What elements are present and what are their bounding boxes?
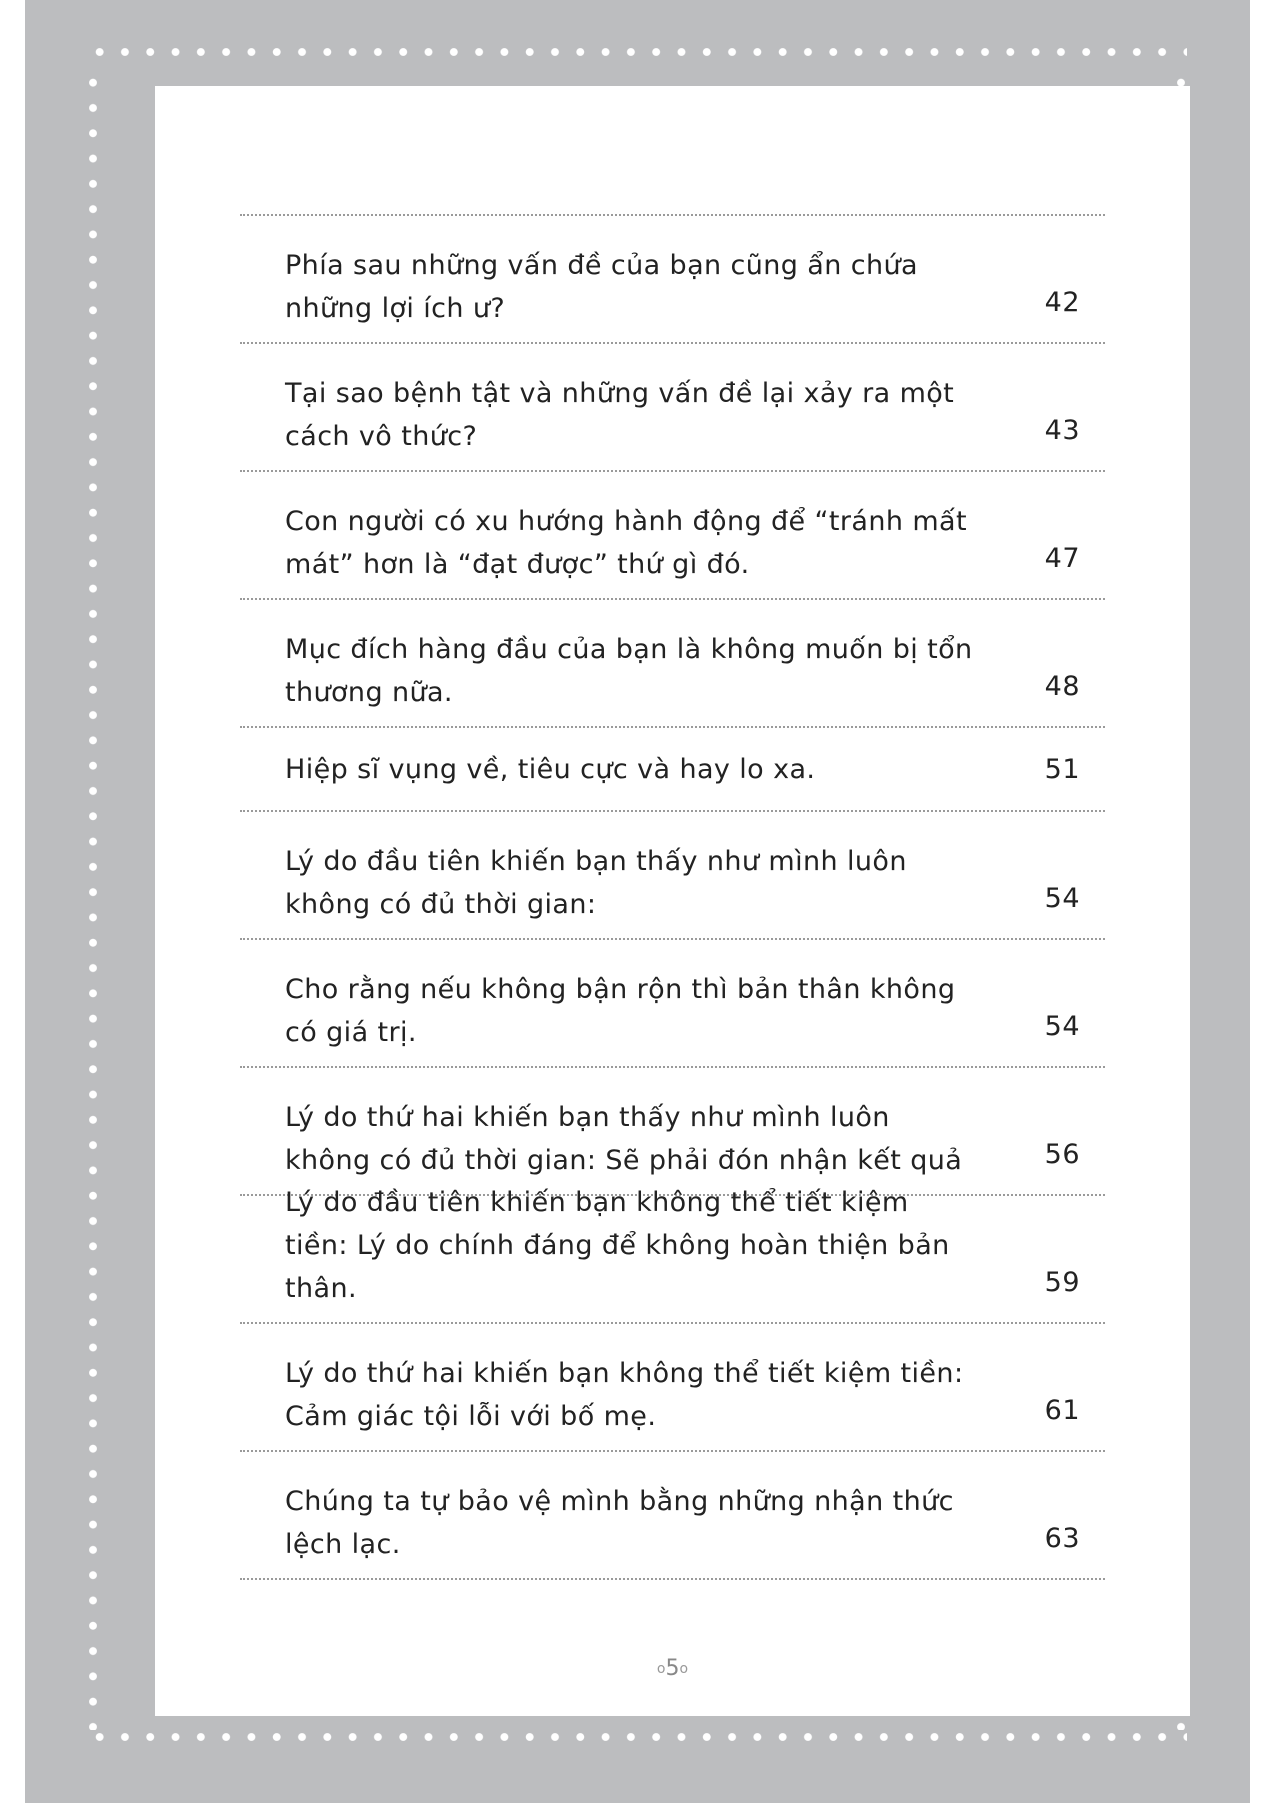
- toc-entry-title: Tại sao bệnh tật và những vấn đề lại xảy ra một cách vô thức?: [285, 378, 955, 452]
- toc-entry-page: 47: [1044, 543, 1080, 574]
- toc-entry-title: Cho rằng nếu không bận rộn thì bản thân không có giá trị.: [285, 974, 956, 1048]
- toc-entry: [240, 216, 1105, 342]
- toc-entry-title: Mục đích hàng đầu của bạn là không muốn bị tổn thương nữa.: [285, 634, 973, 708]
- toc-entry-page: 43: [1044, 415, 1080, 446]
- toc-entry-page: 63: [1044, 1523, 1080, 1554]
- toc-entry: [240, 1324, 1105, 1450]
- toc-entry: [240, 344, 1105, 470]
- toc-entry: [240, 728, 1105, 810]
- toc-entry: [240, 940, 1105, 1066]
- table-of-contents: [240, 214, 1105, 1580]
- toc-entry-title: Phía sau những vấn đề của bạn cũng ẩn chứa những lợi ích ư?: [285, 250, 918, 324]
- frame-dots-left: [87, 70, 99, 1730]
- toc-entry-title: Lý do thứ hai khiến bạn thấy như mình luôn không có đủ thời gian: Sẽ phải đón nhận kết quả: [285, 1102, 963, 1176]
- toc-entry: [240, 472, 1105, 598]
- frame-dots-top: [87, 46, 1187, 58]
- divider: [240, 1578, 1105, 1580]
- toc-entry-page: 42: [1044, 287, 1080, 318]
- page-number: [155, 1656, 1190, 1681]
- ornament-right: o: [679, 1661, 689, 1677]
- page-frame: [25, 0, 1250, 1803]
- toc-entry-page: 61: [1044, 1395, 1080, 1426]
- toc-entry-title: Lý do thứ hai khiến bạn không thể tiết kiệm tiền: Cảm giác tội lỗi với bố mẹ.: [285, 1358, 964, 1432]
- toc-entry: [240, 812, 1105, 938]
- page-paper: [155, 86, 1190, 1716]
- toc-entry-page: 56: [1044, 1139, 1080, 1170]
- toc-entry-page: 54: [1044, 1011, 1080, 1042]
- toc-entry: [240, 1187, 1105, 1322]
- toc-entry: [240, 1068, 1105, 1194]
- page-number-value: 5: [665, 1656, 680, 1681]
- toc-entry: [240, 600, 1105, 726]
- toc-entry-page: 54: [1044, 883, 1080, 914]
- toc-entry-title: Chúng ta tự bảo vệ mình bằng những nhận thức lệch lạc.: [285, 1486, 954, 1560]
- frame-dots-bottom: [87, 1731, 1187, 1743]
- ornament-left: o: [656, 1661, 666, 1677]
- toc-entry-title: Lý do đầu tiên khiến bạn thấy như mình luôn không có đủ thời gian:: [285, 846, 907, 920]
- toc-entry-page: 51: [1044, 754, 1080, 785]
- toc-entry-page: 48: [1044, 671, 1080, 702]
- toc-entry-title: Lý do đầu tiên khiến bạn không thể tiết kiệm tiền: Lý do chính đáng để không hoàn thiện bản thân.: [285, 1187, 950, 1304]
- toc-entry: [240, 1452, 1105, 1578]
- toc-entry-title: Con người có xu hướng hành động để “tránh mất mát” hơn là “đạt được” thứ gì đó.: [285, 506, 967, 580]
- toc-entry-page: 59: [1044, 1267, 1080, 1298]
- toc-entry-title: Hiệp sĩ vụng về, tiêu cực và hay lo xa.: [285, 753, 816, 785]
